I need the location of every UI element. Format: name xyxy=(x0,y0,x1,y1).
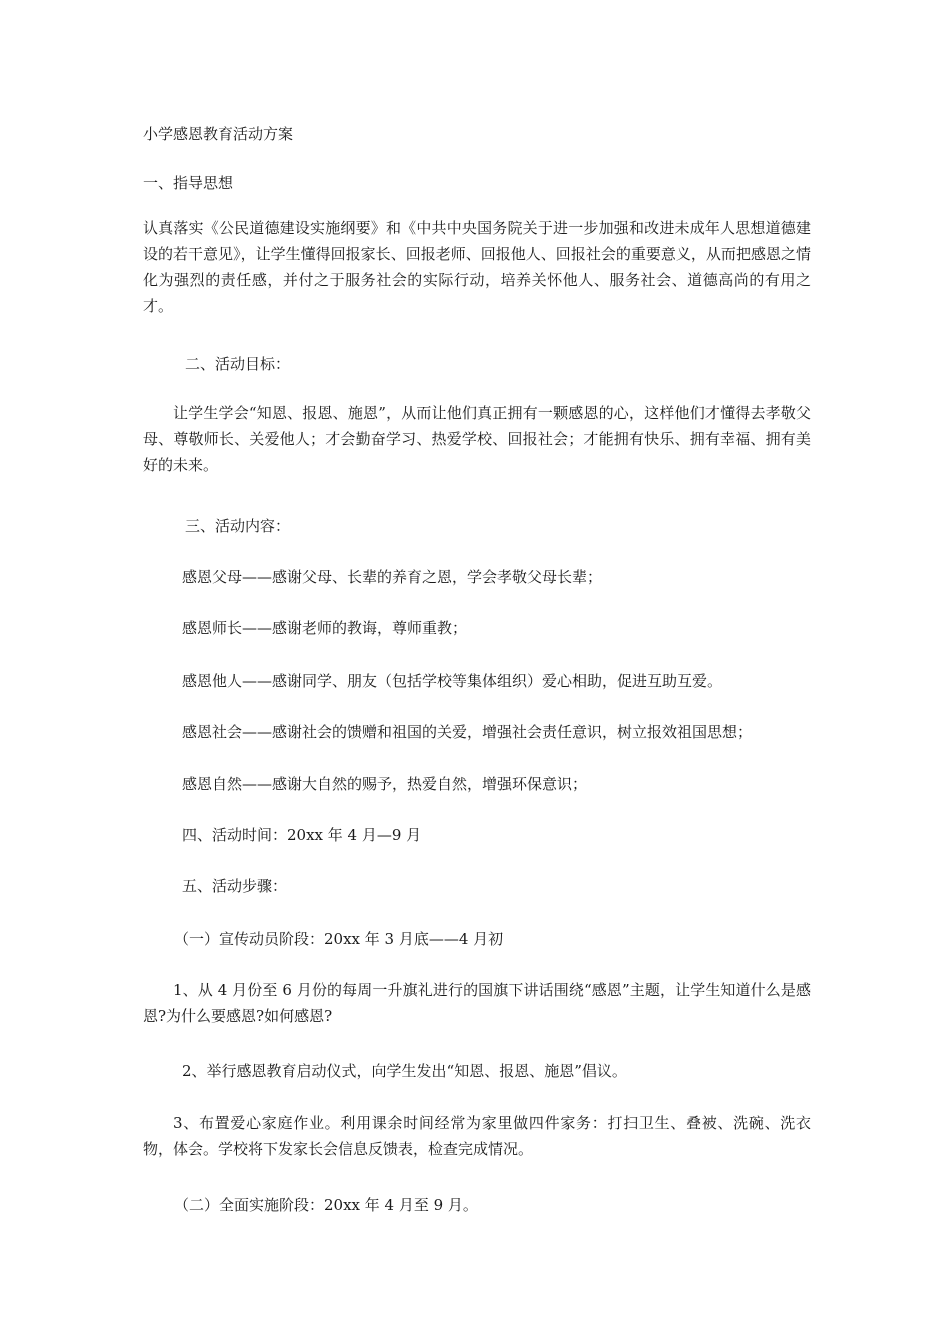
document-title: 小学感恩教育活动方案 xyxy=(143,125,294,143)
step-item-2: 2、举行感恩教育启动仪式，向学生发出“知恩、报恩、施恩”倡议。 xyxy=(182,1062,627,1080)
content-item-nature: 感恩自然——感谢大自然的赐予，热爱自然，增强环保意识； xyxy=(182,775,588,793)
section-heading-goals: 二、活动目标： xyxy=(185,355,291,373)
content-item-others: 感恩他人——感谢同学、朋友（包括学校等集体组织）爱心相助，促进互助互爱。 xyxy=(182,672,723,690)
content-item-teachers: 感恩师长——感谢老师的教诲，尊师重教； xyxy=(182,619,468,637)
content-item-parents: 感恩父母——感谢父母、长辈的养育之恩，学会孝敬父母长辈； xyxy=(182,568,603,586)
paragraph-goals: 让学生学会“知恩、报恩、施恩”，从而让他们真正拥有一颗感恩的心，这样他们才懂得去孝敬父母、尊敬师长、关爱他人；才会勤奋学习、热爱学校、回报社会；才能拥有快乐、拥有幸福、拥有美好的未来。 xyxy=(143,404,811,474)
step-item-1: 1、从 4 月份至 6 月份的每周一升旗礼进行的国旗下讲话围绕“感恩”主题，让学生知道什么是感恩?为什么要感恩?如何感恩? xyxy=(143,981,811,1025)
section-heading-guiding-thought: 一、指导思想 xyxy=(143,174,234,192)
step-item-3: 3、布置爱心家庭作业。利用课余时间经常为家里做四件家务：打扫卫生、叠被、洗碗、洗衣物，体会。学校将下发家长会信息反馈表，检查完成情况。 xyxy=(143,1114,811,1158)
content-item-society: 感恩社会——感谢社会的馈赠和祖国的关爱，增强社会责任意识，树立报效祖国思想； xyxy=(182,723,753,741)
subsection-heading-stage-one: （一）宣传动员阶段：20xx 年 3 月底——4 月初 xyxy=(174,930,504,948)
section-heading-content: 三、活动内容： xyxy=(185,517,291,535)
section-heading-steps: 五、活动步骤： xyxy=(182,877,288,895)
section-heading-time: 四、活动时间：20xx 年 4 月—9 月 xyxy=(182,826,422,844)
subsection-heading-stage-two: （二）全面实施阶段：20xx 年 4 月至 9 月。 xyxy=(174,1196,478,1214)
paragraph-guiding-thought: 认真落实《公民道德建设实施纲要》和《中共中央国务院关于进一步加强和改进未成年人思想道德建设的若干意见》，让学生懂得回报家长、回报老师、回报他人、回报社会的重要意义，从而把感恩之情化为强烈的责任感，并付之于服务社会的实际行动，培养关怀他人、服务社会、道德高尚的有用之才。 xyxy=(143,219,811,315)
